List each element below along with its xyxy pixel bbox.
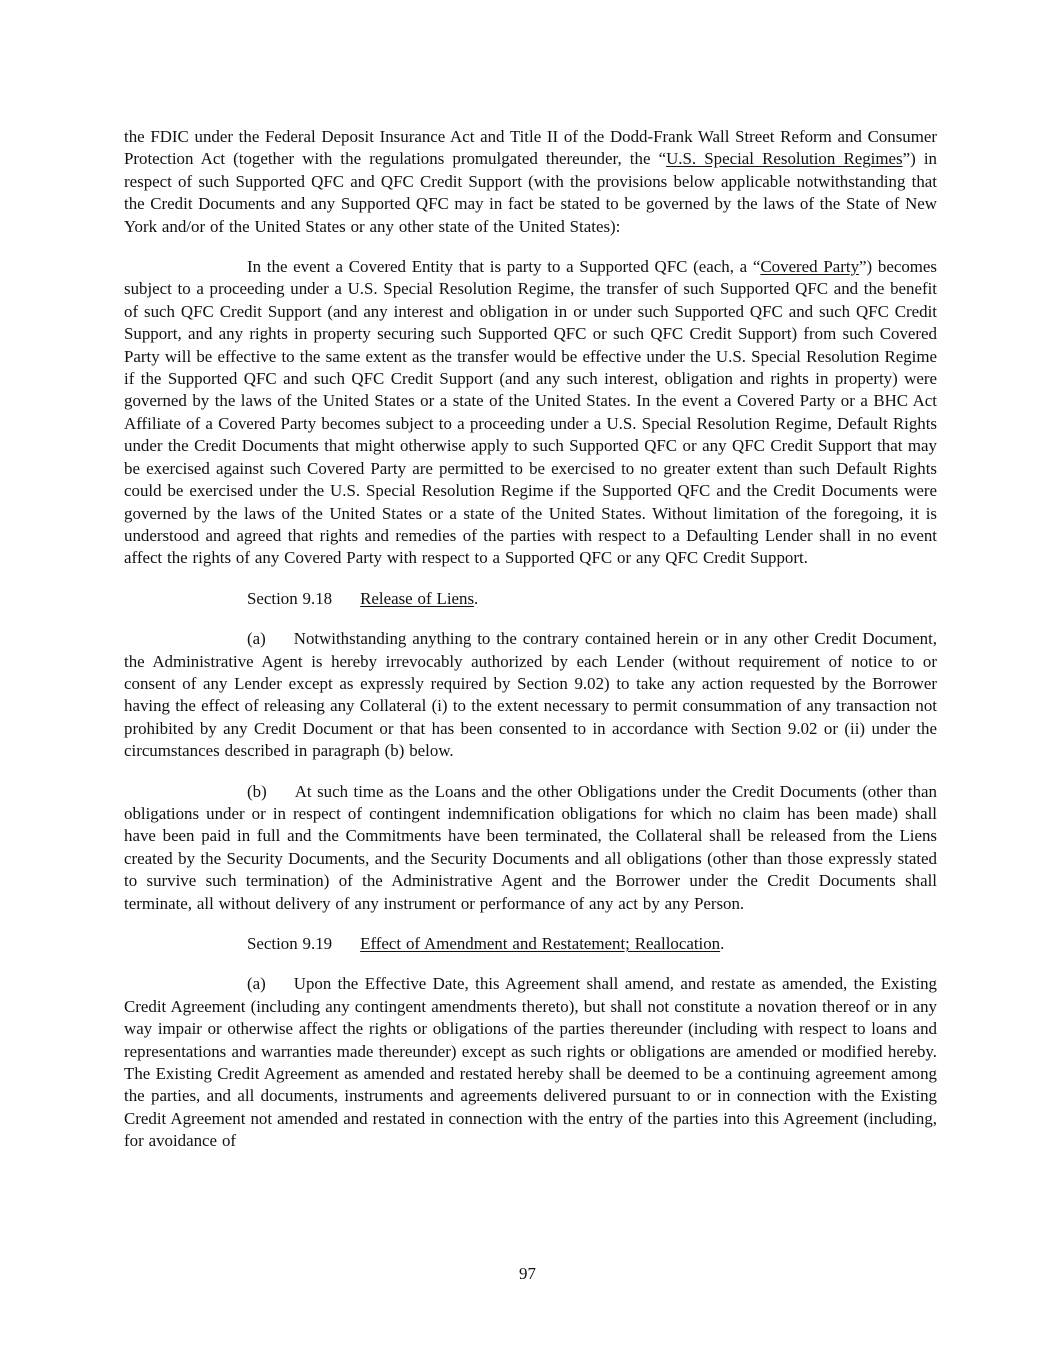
text-run: Section 9.18 — [247, 588, 333, 608]
section-9-19-heading — [124, 933, 937, 955]
text-run: In the event a Covered Entity that is party to a Supported QFC (each, a “ — [247, 257, 761, 277]
text-run: the FDIC under the Federal Deposit Insurance Act and Title II of the Dodd-Frank Wall Street Reform and Consumer Protection Act (together with the regulations promulgated thereunder, the “ — [124, 127, 937, 169]
section-9-18-heading — [124, 588, 937, 610]
text-run: (a) — [247, 629, 266, 649]
text-run: At such time as the Loans and the other Obligations under the Credit Documents (other than obligations under or in respect of contingent indemnification obligations for which no claim has been made) shall have been paid in full and the Commitments have been terminated, the Collateral shall be released from the Liens created by the Security Documents, and the Security Documents and all obligations (other than those expressly stated to survive such termination) of the Administrative Agent and the Borrower under the Credit Documents shall terminate, all without delivery of any instrument or performance of any act by any Person. — [124, 781, 937, 913]
text-run: Notwithstanding anything to the contrary contained herein or in any other Credit Document, the Administrative Agent is hereby irrevocably authorized by each Lender (without requirement of notice to or consent of any Lender except as expressly required by Section 9.02) to take any action requested by the Borrower having the effect of releasing any Collateral (i) to the extent necessary to permit consummation of any transaction not prohibited by any Credit Document or that has been consented to in accordance with Section 9.02 or (ii) under the circumstances described in paragraph (b) below. — [124, 629, 937, 761]
underlined-term: U.S. Special Resolution Regimes — [666, 149, 903, 169]
page-number: 97 — [519, 1264, 536, 1283]
paragraph-9-18-b — [124, 781, 937, 915]
underlined-term: Effect of Amendment and Restatement; Reallocation — [360, 934, 721, 953]
text-run: Upon the Effective Date, this Agreement shall amend, and restate as amended, the Existing Credit Agreement (including any contingent amendments thereto), but shall not constitute a novation thereof or in any way impair or otherwise affect the rights or obligations of the parties thereunder (including with respect to loans and representations and warranties made thereunder) except as such rights or obligations are amended or modified hereby. The Existing Credit Agreement as amended and restated hereby shall be deemed to be a continuing agreement among the parties, and all documents, instruments and agreements delivered pursuant to or in connection with the Existing Credit Agreement not amended and restated in connection with the entry of the parties into this Agreement (including, for avoidance of — [124, 974, 937, 1151]
paragraph-qfc-preamble — [124, 126, 937, 238]
text-run: . — [720, 934, 725, 953]
text-run: . — [474, 588, 479, 608]
paragraph-covered-party-provision — [124, 256, 937, 570]
text-run: (a) — [247, 974, 266, 994]
underlined-term: Release of Liens — [360, 588, 475, 608]
text-run: ”) in respect of such Supported QFC and QFC Credit Support (with the provisions below applicable notwithstanding that the Credit Documents and any Supported QFC may in fact be stated to be governed by the laws of the State of New York and/or of the United States or any other state of the United States): — [124, 149, 937, 236]
text-run: (b) — [247, 781, 267, 801]
underlined-term: Covered Party — [760, 257, 860, 277]
paragraph-9-19-a — [124, 973, 937, 1152]
paragraph-9-18-a — [124, 628, 937, 762]
document-body — [124, 126, 937, 1171]
text-run: Section 9.19 — [247, 934, 333, 953]
text-run: ”) becomes subject to a proceeding under a U.S. Special Resolution Regime, the transfer of such Supported QFC and the benefit of such QFC Credit Support (and any interest and obligation in or under such Supported QFC and such QFC Credit Support, and any rights in property securing such Supported QFC or such QFC Credit Support) from such Covered Party will be effective to the same extent as the transfer would be effective under the U.S. Special Resolution Regime if the Supported QFC and such QFC Credit Support (and any such interest, obligation and rights in property) were governed by the laws of the United States or a state of the United States. In the event a Covered Party or a BHC Act Affiliate of a Covered Party becomes subject to a proceeding under a U.S. Special Resolution Regime, Default Rights under the Credit Documents that might otherwise apply to such Supported QFC or any QFC Credit Support that may be exercised against such Covered Party are permitted to be exercised to no greater extent than such Default Rights could be exercised under the U.S. Special Resolution Regime if the Supported QFC and the Credit Documents were governed by the laws of the United States or a state of the United States. Without limitation of the foregoing, it is understood and agreed that rights and remedies of the parties with respect to a Defaulting Lender shall in no event affect the rights of any Covered Party with respect to a Supported QFC or any QFC Credit Support. — [124, 257, 937, 568]
